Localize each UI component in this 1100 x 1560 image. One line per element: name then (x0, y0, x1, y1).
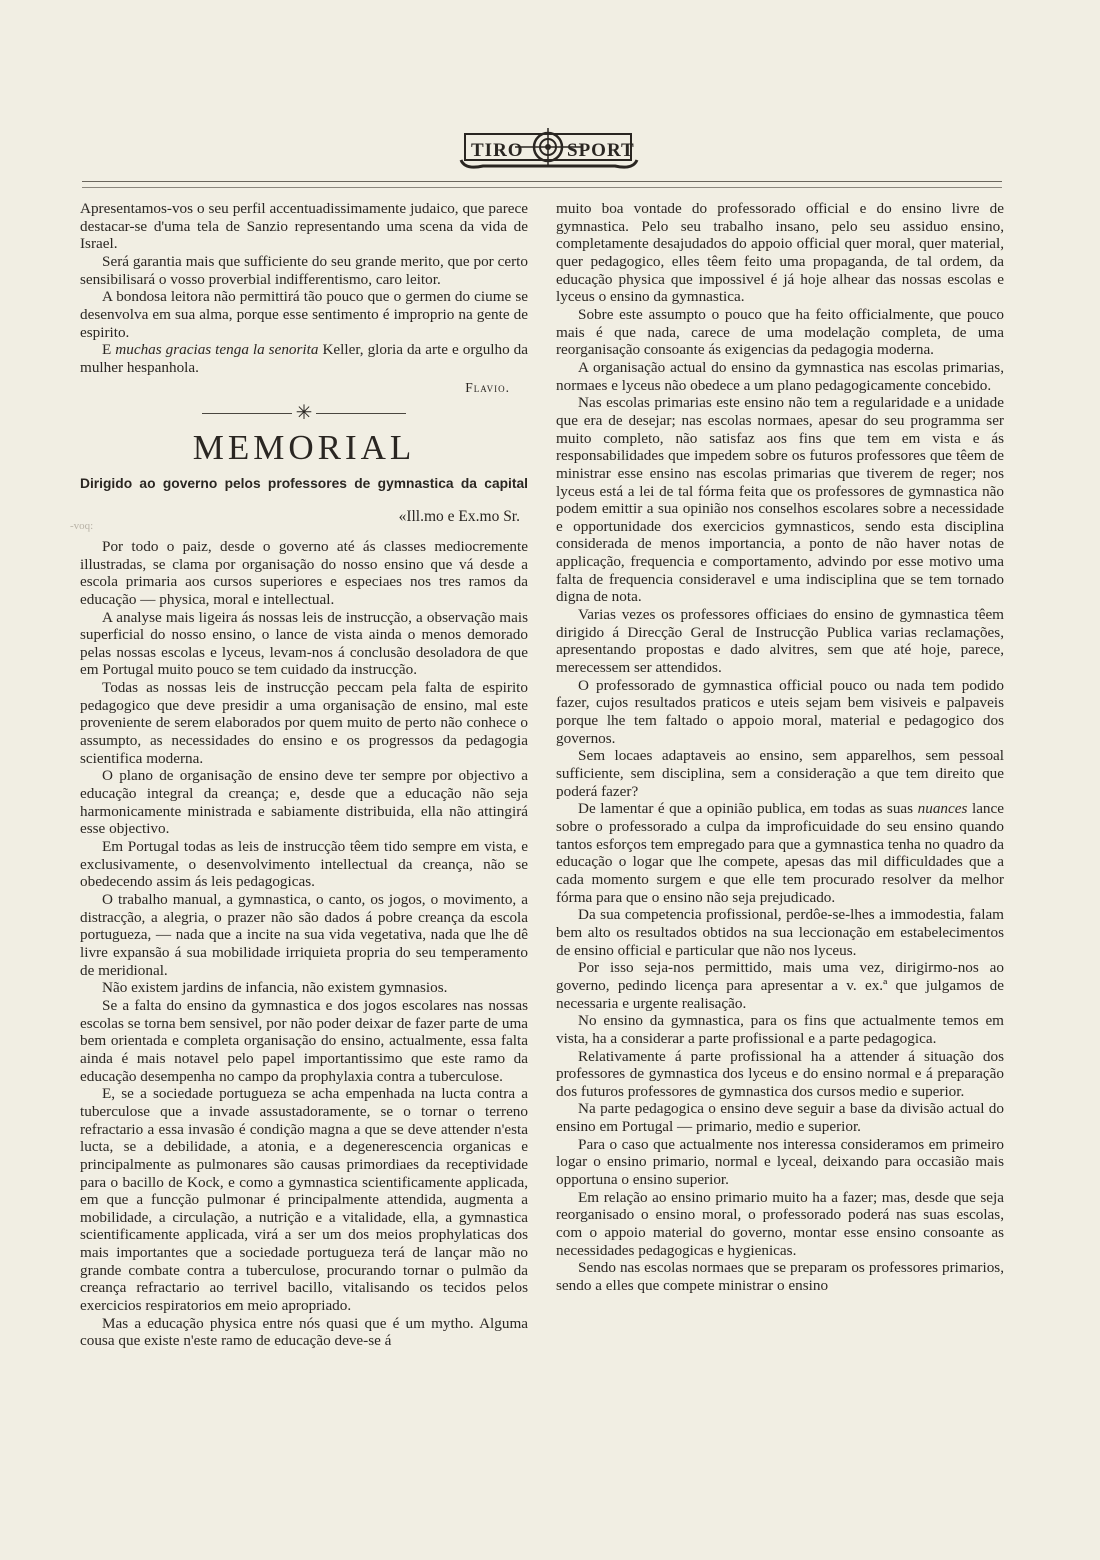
svg-text:SPORT: SPORT (567, 140, 635, 161)
body-paragraph: Sendo nas escolas normaes que se preparam os professores primarios, sendo a elles que compete ministrar o ensino (556, 1259, 1004, 1295)
intro-paragraph: Apresentamos-vos o seu perfil accentuadissimamente judaico, que parece destacar-se d'uma tela de Sanzio representando uma scena da vida de Israel. (80, 200, 528, 253)
memorial-title: MEMORIAL (192, 428, 416, 468)
memorial-subtitle: Dirigido ao governo pelos professores de gymnastica da capital (80, 476, 528, 492)
body-paragraph: Se a falta do ensino da gymnastica e dos jogos escolares nas nossas escolas se torna bem sensivel, por não poder deixar de fazer parte de uma bem orientada e completa organisação do ensino, actualmente, essa falta ainda é mais notavel pelo papel importantissimo que este ramo da educação desempenha no campo da prophylaxia contra a tuberculose. (80, 996, 528, 1085)
body-paragraph: No ensino da gymnastica, para os fins que actualmente temos em vista, ha a considerar a parte profissional e a parte pedagogica. (556, 1012, 1004, 1047)
body-paragraph: Em relação ao ensino primario muito ha a fazer; mas, desde que seja reorganisado o ensino moral, o professorado poderá nas suas escolas, com o appoio material do governo, montar esse ensino consoante as necessidades pedagogicas e hygienicas. (556, 1188, 1004, 1259)
body-paragraph: O trabalho manual, a gymnastica, o canto, os jogos, o movimento, a distracção, a alegria, o prazer não são dados á pobre creança da escola portugueza, — nada que a incite na sua vida vegetativa, nada que lhe dê livre expansão á sua mobilidade irriquieta propria do seu temperamento de meridional. (80, 891, 528, 979)
right-column (556, 200, 1004, 1295)
closing-paragraph: E muchas gracias tenga la senorita Keller, gloria da arte e orgulho da mulher hespanhola. (80, 341, 529, 376)
body-paragraph: O professorado de gymnastica official pouco ou nada tem podido fazer, cujos resultados praticos e uteis sejam bem visiveis e palpaveis porque lhe tem faltado o appoio moral, material e pedagogico dos governos. (556, 676, 1004, 747)
stray-mark: -voq: (70, 520, 94, 532)
body-paragraph: Para o caso que actualmente nos interessa consideramos em primeiro logar o ensino primario, normal e lyceal, deixando para occasião mais opportuna o ensino superior. (556, 1135, 1004, 1189)
body-paragraph: Sobre este assumpto o pouco que ha feito officialmente, que pouco mais é que nada, carece de uma modelação completa, de uma reorganisação consoante ás exigencias da pedagogia moderna. (556, 305, 1004, 359)
nuances-paragraph: De lamentar é que a opinião publica, em todas as suas nuances lance sobre o professorado a culpa da improficuidade do seu ensino quando tantos esforços tem empregado para que a gymnastica tenha no quadro da educação o logar que lhe compete, apesas das mil difficuldades que a cada momento surgem e que elle tem procurado resolver da melhor fórma para que o ensino não seja prejudicado. (556, 800, 1005, 906)
left-column (80, 200, 528, 1350)
signature: Flavio. (465, 379, 510, 395)
nuances-word: nuances (917, 800, 968, 818)
body-paragraph: Sem locaes adaptaveis ao ensino, sem apparelhos, sem pessoal sufficiente, sem disciplina, sem a consideração a que tem direito que poderá fazer? (556, 747, 1004, 800)
body-paragraph: Da sua competencia profissional, perdôe-se-lhes a immodestia, falam bem alto os resultados obtidos na sua leccionação em estabelecimentos de ensino official e particular que não nos lyceus. (556, 906, 1004, 959)
body-paragraph: Nas escolas primarias este ensino não tem a regularidade e a unidade que era de desejar; nas escolas normaes, apesar do seu programma ser muito completo, não satisfaz aos fins que tem em vista e ás responsabilidades que impedem sobre os futuros professores que têem de ministrar esse ensino nas escolas primarias que tiverem de reger; nos lyceus está a lei de tal fórma feita que os professores de gymnastica não podem emittir a sua opinião nos conselhos escolares sobre a necessidade e opportunidade dos exercicios gymnasticos, sendo esta disciplina considerada de menos importancia, a ponto de não haver notas de applicação, frequencia e comportamento, advindo por esse motivo uma falta de frequencia consideravel e uma indisciplina que se tem tornado digna de nota. (556, 394, 1004, 606)
body-paragraph: Em Portugal todas as leis de instrucção têem tido sempre em vista, e exclusivamente, o desenvolvimento intellectual da creança, não se obedecendo assim ás leis pedagogicas. (80, 838, 528, 891)
svg-text:TIRO: TIRO (471, 140, 524, 161)
header-rule (82, 181, 1002, 188)
continued-paragraph: muito boa vontade do professorado official e do ensino livre de gymnastica. Pelo seu trabalho insano, pelo seu assiduo ensino, completamente desajudados do appoio official quer moral, quer material, quer pedagogico, elles têem feito uma propaganda, de tal ordem, da educação physica que impossivel é já hoje alhear das nossas escolas e lyceus o ensino da gymnastica. (556, 200, 1004, 306)
body-paragraph: Na parte pedagogica o ensino deve seguir a base da divisão actual do ensino em Portugal — primario, medio e superior. (556, 1100, 1004, 1136)
intro-paragraph: A bondosa leitora não permittirá tão pouco que o germen do ciume se desenvolva em sua alma, porque esse sentimento é improprio na gente de espirito. (80, 288, 528, 341)
body-paragraph: Não existem jardins de infancia, não existem gymnasios. (102, 979, 448, 997)
body-paragraph: O plano de organisação de ensino deve ter sempre por objectivo a educação integral da creança; e, desde que a educação não seja harmonicamente ministrada e sabiamente distribuida, ella não attingirá esse objectivo. (80, 767, 528, 838)
body-paragraph: A organisação actual do ensino da gymnastica nas escolas primarias, normaes e lyceus não obedece a um plano pedagogicamente concebido. (556, 358, 1004, 394)
body-paragraph: Varias vezes os professores officiaes do ensino de gymnastica têem dirigido á Direcção Geral de Instrucção Publica varias reclamações, apresentando propostas e dado alvitres, sem que até hoje, parece, merecessem ser attendidos. (556, 606, 1004, 677)
body-paragraph: Relativamente á parte profissional ha a attender á situação dos professores de gymnastica dos lyceus e do ensino normal e á preparação dos futuros professores de gymnastica dos cursos medio e superior. (556, 1047, 1004, 1100)
asterism-icon: ✳ (295, 402, 313, 425)
body-paragraph: E, se a sociedade portugueza se acha empenhada na lucta contra a tuberculose que a invade assustadoramente, se o tornar o terreno refractario a essa invasão é condição magna a que se deve attender n'esta lucta, se a debilidade, a atonia, e a degenerescencia organicas e principalmente as pulmonares são causas primordiaes da receptividade para o bacillo de Kock, e como a gymnastica scientificamente applicada, em que a funcção pulmonar é principalmente attendida, augmenta a mobilidade, a circulação, a nutrição e a vitalidade, ella, a gymnastica scientificamente applicada, virá a ser um dos meios prophylaticas dos mais importantes que a sociedade portugueza terá de lançar mão no grande combate contra a tuberculose, procurando tornar o pulmão da creança refractario ao terrivel bacillo, vitalisando os tecidos pelos exercicios respiratorios em meio apropriado. (80, 1085, 528, 1315)
salutation: «Ill.mo e Ex.mo Sr. (398, 508, 520, 526)
body-paragraph: Por isso seja-nos permittido, mais uma vez, dirigirmo-nos ao governo, pedindo licença para apresentar a v. ex.ª que julgamos de necessaria e urgente realisação. (556, 959, 1004, 1012)
spanish-phrase: muchas gracias tenga la senorita (115, 341, 319, 359)
section-divider (80, 402, 528, 424)
intro-paragraph: Será garantia mais que sufficiente do seu grande merito, que por certo sensibilisará o vosso proverbial indifferentismo, caro leitor. (80, 252, 528, 288)
body-paragraph: Por todo o paiz, desde o governo até ás classes mediocremente illustradas, se clama por organisação do nosso ensino que vá desde a escola primaria aos cursos superiores e especiaes nos tres ramos da educação — physica, moral e intellectual. (80, 537, 528, 608)
body-paragraph: Mas a educação physica entre nós quasi que é um mytho. Alguma cousa que existe n'este ramo de educação deve-se á (80, 1314, 528, 1350)
tiro-sport-logo (455, 120, 641, 172)
body-paragraph: A analyse mais ligeira ás nossas leis de instrucção, a observação mais superficial do nosso ensino, o lance de vista ainda o menos demorado pelas nossas escolas e lyceus, levam-nos á conclusão desoladora de que em Portugal muito pouco se tem cuidado da instrucção. (80, 608, 528, 679)
body-paragraph: Todas as nossas leis de instrucção peccam pela falta de espirito pedagogico que deve presidir a uma organisação de ensino, mal este proveniente de serem elaborados por quem muito de perto não conhece o assumpto, as necessidades do ensino e os progressos da pedagogia scientifica moderna. (80, 679, 528, 767)
